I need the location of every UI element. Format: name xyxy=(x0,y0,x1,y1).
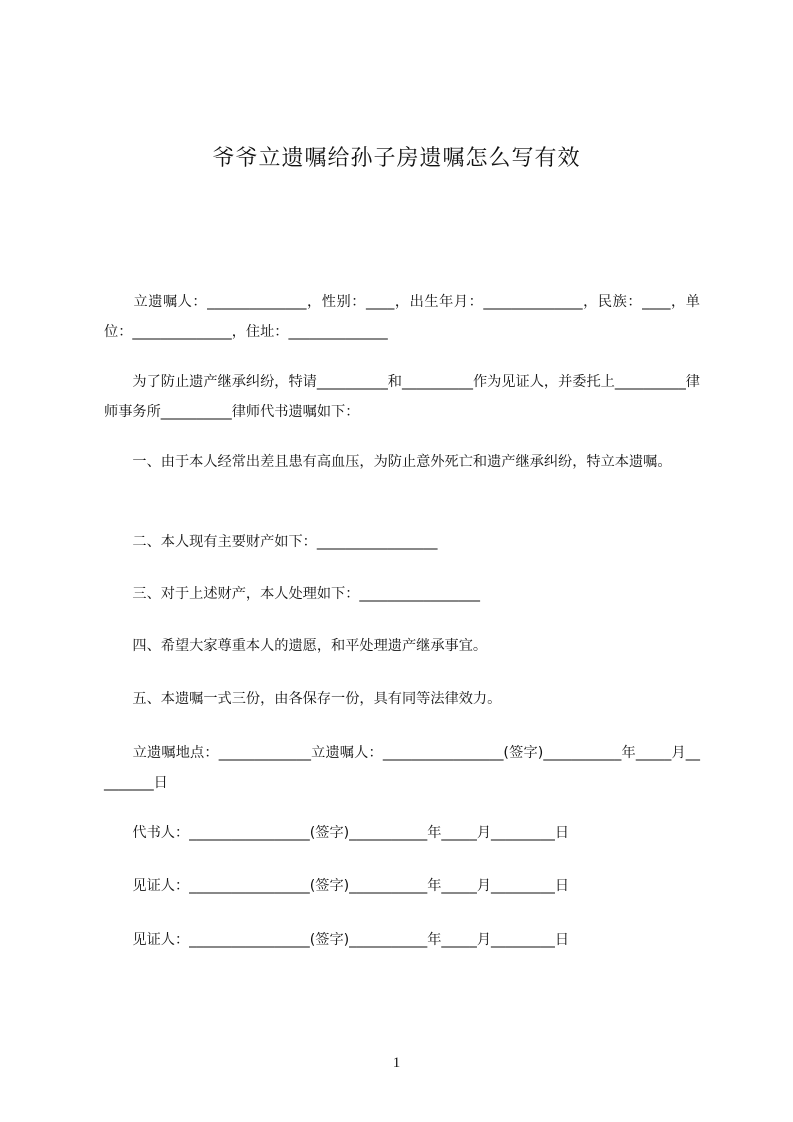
clause-three-paragraph: 三、对于上述财产，本人处理如下：_________________ xyxy=(104,586,480,602)
clause-five-paragraph: 五、本遗嘱一式三份，由各保存一份，具有同等法律效力。 xyxy=(104,691,502,707)
clause-two-paragraph: 二、本人现有主要财产如下：_________________ xyxy=(104,534,438,550)
clause-four-paragraph: 四、希望大家尊重本人的遗愿，和平处理遗产继承事宜。 xyxy=(104,638,488,654)
witness-entrust-paragraph: 为了防止遗产继承纠纷，特请__________和__________作为见证人，并委托上__________律师事务所__________律师代书遗嘱如下： xyxy=(104,374,700,420)
document-title: 爷爷立遗嘱给孙子房遗嘱怎么写有效 xyxy=(212,146,581,171)
testator-info-paragraph: 立遗嘱人：______________，性别：____，出生年月：______________，民族：____，单位：______________，住址：______________ xyxy=(104,294,700,340)
will-location-signature-line: 立遗嘱地点：_____________立遗嘱人：_________________(签字)___________年_____月_________日 xyxy=(104,745,700,791)
clause-one-paragraph: 一、由于本人经常出差且患有高血压，为防止意外死亡和遗产继承纠纷，特立本遗嘱。 xyxy=(104,454,672,470)
page-number: 1 xyxy=(392,1055,401,1071)
witness-signature-line-2: 见证人：_________________(签字)___________年_____月_________日 xyxy=(104,932,570,948)
scribe-signature-line: 代书人：_________________(签字)___________年_____月_________日 xyxy=(104,825,570,841)
witness-signature-line-1: 见证人：_________________(签字)___________年_____月_________日 xyxy=(104,878,570,894)
